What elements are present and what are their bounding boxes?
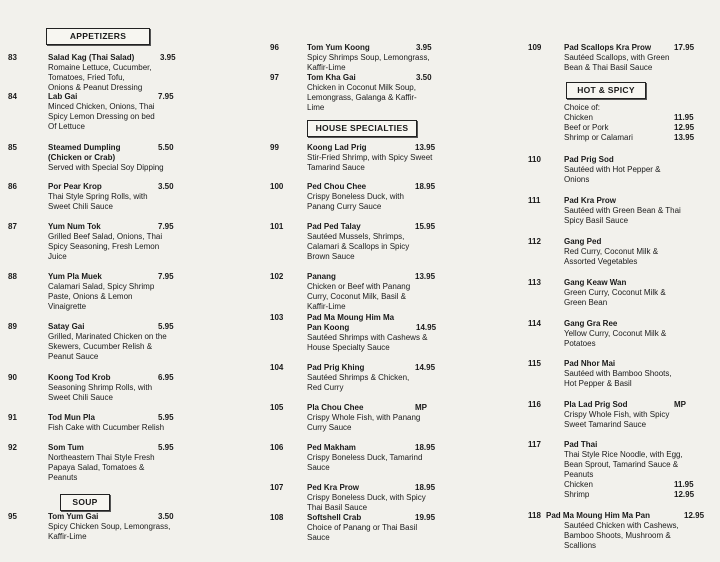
choice-label: Choice of: xyxy=(564,103,601,112)
item-desc: Stir-Fried Shrimp, with Spicy Sweet Tamarind Sauce xyxy=(307,153,433,172)
item-price: 7.95 xyxy=(158,222,174,231)
item-name: Pla Lad Prig Sod xyxy=(564,400,628,409)
item-name: Yum Num Tok xyxy=(48,222,101,231)
item-desc: Minced Chicken, Onions, Thai Spicy Lemon Dressing on bed Of Lettuce xyxy=(48,102,155,131)
item-name: Por Pear Krop xyxy=(48,182,102,191)
item-name: Pad Nhor Mai xyxy=(564,359,616,368)
item-price: 7.95 xyxy=(158,92,174,101)
item-desc: Yellow Curry, Coconut Milk & Potatoes xyxy=(564,329,667,348)
item-name: Koong Tod Krob xyxy=(48,373,111,382)
item-desc: Spicy Chicken Soup, Lemongrass, Kaffir-Lime xyxy=(48,522,171,541)
item-desc: Green Curry, Coconut Milk & Green Bean xyxy=(564,288,666,307)
item-desc: Served with Special Soy Dipping xyxy=(48,163,164,172)
choice-row: Chicken 11.95 xyxy=(564,113,694,122)
item-name: Pad Prig Khing xyxy=(307,363,365,372)
item-price: 6.95 xyxy=(158,373,174,382)
appetizers-header: APPETIZERS xyxy=(46,28,150,45)
item-name: Gang Keaw Wan xyxy=(564,278,627,287)
item-name: Softshell Crab xyxy=(307,513,362,522)
item-desc: Red Curry, Coconut Milk & Assorted Vegetables xyxy=(564,247,659,266)
item-name: Pad Prig Sod xyxy=(564,155,614,164)
item-price: 5.95 xyxy=(158,322,174,331)
choice-row: Shrimp 12.95 xyxy=(564,490,695,499)
item-desc: Crispy Whole Fish, with Spicy Sweet Tamarind Sauce xyxy=(564,410,670,429)
item-price: 3.95 xyxy=(160,53,176,62)
item-price: 19.95 xyxy=(415,513,436,522)
item-name: Tom Yum Koong xyxy=(307,43,370,52)
item-price: MP xyxy=(674,400,686,409)
item-name: Salad Kag (Thai Salad) xyxy=(48,53,135,62)
soup-header: SOUP xyxy=(60,494,110,511)
item-price: 3.50 xyxy=(416,73,432,82)
item-name: Satay Gai xyxy=(48,322,85,331)
item-desc: Chicken or Beef with Panang Curry, Coconut Milk, Basil & Kaffir-Lime xyxy=(307,282,411,311)
hot-spicy-header: HOT & SPICY xyxy=(566,82,646,99)
item-price: 17.95 xyxy=(674,43,695,52)
item-price: 14.95 xyxy=(415,363,436,372)
item-desc: Thai Style Rice Noodle, with Egg, Bean Sprout, Tamarind Sauce & Peanuts xyxy=(564,450,683,479)
item-desc: Grilled Beef Salad, Onions, Thai Spicy Seasoning, Fresh Lemon Juice xyxy=(48,232,163,261)
item-name: Yum Pla Muek xyxy=(48,272,102,281)
item-desc: Crispy Boneless Duck, with Panang Curry Sauce xyxy=(307,192,404,211)
item-price: 18.95 xyxy=(415,443,436,452)
item-name: Pad Ped Talay xyxy=(307,222,361,231)
item-desc: Sautéed Scallops, with Green Bean & Thai Basil Sauce xyxy=(564,53,670,72)
item-desc: Sautéed Shrimps with Cashews & House Specialty Sauce xyxy=(307,333,428,352)
menu-page: APPETIZERS 83 Salad Kag (Thai Salad) 3.95 Romaine Lettuce, Cucumber, Tomatoes, Fried Tofu, Onions & Peanut Dressing 84 Lab Gai 7.95 Minced Chicken, Onions, Thai Spicy Lemon Dressing on bed Of Lettuce 85 Steamed Dumpling (Chicken or Crab) 5.50 Served with Special Soy Dipping 86 Por Pear Krop 3.50 Thai Style Spring Rolls, with Sweet Chili Sauce 87 Yum Num Tok 7.95 Grilled Beef Salad, Onions, Thai Spicy Seasoning, Fresh Lemon Juice 88 Yum Pla Muek 7.95 Calamari Salad, Spicy Shrimp Paste, Onions & Lemon Vinaigrette 89 Satay Gai 5.95 Grilled, Marinated Chicken on the Skewers, Cucumber Relish & Peanut Sauce 90 Koong Tod Krob 6.95 Seasoning Shrimp Rolls, with Sweet Chili Sauce 91 Tod Mun Pla 5.95 Fish Cake with Cucumber Relish 92 Som Tum 5.95 Northeastern Thai Style Fresh Papaya Salad, Tomatoes & Peanuts SOUP 95 Tom Yum Gai 3.50 Spicy Chicken Soup, Lemongrass, Kaffir-Lime 96 Tom Yum Koong 3.95 Spicy Shrimps Soup, Lemongrass, Kaffir-Lime 97 Tom Kha Gai 3.50 Chicken in Coconut Milk Soup, Lemongrass, Galanga & Kaffir- Lime HOUSE SPECIALTIES 99 Koong Lad Prig 13.95 Stir-Fried Shrimp, with Spicy Sweet Tamarind Sauce 100 Ped Chou Chee 18.95 Crispy Boneless Duck, with Panang Curry Sauce 101 Pad Ped Talay 15.95 Sautéed Mussels, Shrimps, Calamari & Scallops in Spicy Brown Sauce 102 Panang 13.95 Chicken or Beef with Panang Curry, Coconut Milk, Basil & Kaffir-Lime 103 Pad Ma Moung Him Ma Pan Koong 14.95 Sautéed Shrimps with Cashews & House Specialty Sauce 104 Pad Prig Khing 14.95 Sautéed Shrimps & Chicken, Red Curry 105 Pla Chou Chee MP Crispy Whole Fish, with Panang Curry Sauce 106 Ped Makham 18.95 Crispy Boneless Duck, Tamarind Sauce 107 Ped Kra Prow 18.95 Crispy Boneless Duck, with Spicy Thai Basil Sauce 108 Softshell Crab 19.95 Choice of Panang or Thai Basil Sauce 109 Pad Scallops Kra Prow 17.95 Sautéed Scallops, with Green Bean & Thai Basil Sauce HOT & SPICY Choice of: Chicken 11.95 Beef or Pork 12.95 Shrimp or Calamari 13.95 110 Pad Prig Sod Sautéed with Hot Pepper & Onions 111 Pad Kra Prow Sautéed with Green Bean & Thai Spicy Basil Sauce 112 Gang Ped Red Curry, Coconut Milk & Assorted Vegetables 113 Gang Keaw Wan Green Curry, Coconut Milk & Green Bean 114 Gang Gra Ree Yellow Curry, Coconut Milk & Potatoes 115 Pad Nhor Mai Sautéed with Bamboo Shoots, Hot Pepper & Basil 116 Pla Lad Prig Sod MP Crispy Whole Fish, with Spicy Sweet Tamarind Sauce 117 Pad Thai Thai Style Rice Noodle, with Egg, Bean Sprout, Tamarind Sauce & Peanuts Chicken 11.95 Shrimp 12.95 118 Pad Ma Moung Him Ma Pan 12.95 Sautéed Chicken with Cashews, Bamboo Shoots, Mushroom & Scallions xyxy=(0,0,720,562)
item-price: 5.95 xyxy=(158,413,174,422)
choice-row: Chicken 11.95 xyxy=(564,480,694,489)
hot-choice-block xyxy=(564,103,714,143)
item-name: Pad Scallops Kra Prow xyxy=(564,43,652,52)
item-name: Pla Chou Chee xyxy=(307,403,364,412)
item-name: Tod Mun Pla xyxy=(48,413,95,422)
item-desc: Sautéed with Green Bean & Thai Spicy Basil Sauce xyxy=(564,206,681,225)
item-desc: Seasoning Shrimp Rolls, with Sweet Chili Sauce xyxy=(48,383,153,402)
item-price: 3.95 xyxy=(416,43,432,52)
item-desc: Romaine Lettuce, Cucumber, Tomatoes, Fried Tofu, Onions & Peanut Dressing xyxy=(48,63,152,92)
item-desc: Fish Cake with Cucumber Relish xyxy=(48,423,165,432)
item-desc: Calamari Salad, Spicy Shrimp Paste, Onions & Lemon Vinaigrette xyxy=(48,282,155,311)
item-price: 15.95 xyxy=(415,222,436,231)
item-name: Pad Thai xyxy=(564,440,598,449)
item-name: Ped Kra Prow xyxy=(307,483,360,492)
item-desc: Crispy Boneless Duck, with Spicy Thai Basil Sauce xyxy=(307,493,426,512)
item-name: Gang Gra Ree xyxy=(564,319,618,328)
item-desc: Grilled, Marinated Chicken on the Skewers, Cucumber Relish & Peanut Sauce xyxy=(48,332,167,361)
item-desc: Sautéed with Bamboo Shoots, Hot Pepper & Basil xyxy=(564,369,672,388)
item-desc: Sautéed with Hot Pepper & Onions xyxy=(564,165,661,184)
item-price: 3.50 xyxy=(158,182,174,191)
item-desc: Northeastern Thai Style Fresh Papaya Salad, Tomatoes & Peanuts xyxy=(48,453,155,482)
item-name: Pad Ma Moung Him Ma Pan xyxy=(546,511,651,520)
house-specialties-header: HOUSE SPECIALTIES xyxy=(307,120,417,137)
item-name: Ped Chou Chee xyxy=(307,182,367,191)
item-price: MP xyxy=(415,403,427,412)
choice-row: Shrimp or Calamari 13.95 xyxy=(564,133,695,142)
item-name: Pad Ma Moung Him Ma Pan Koong xyxy=(307,313,395,332)
item-name: Lab Gai xyxy=(48,92,78,101)
item-price: 12.95 xyxy=(684,511,705,520)
item-price: 13.95 xyxy=(415,272,436,281)
item-desc: Chicken in Coconut Milk Soup, Lemongrass, Galanga & Kaffir- Lime xyxy=(307,83,417,112)
item-desc: Thai Style Spring Rolls, with Sweet Chili Sauce xyxy=(48,192,148,211)
item-desc: Spicy Shrimps Soup, Lemongrass, Kaffir-Lime xyxy=(307,53,430,72)
item-name: Ped Makham xyxy=(307,443,356,452)
choice-row: Beef or Pork 12.95 xyxy=(564,123,695,132)
item-price: 13.95 xyxy=(415,143,436,152)
item-price: 18.95 xyxy=(415,483,436,492)
item-name: Pad Kra Prow xyxy=(564,196,617,205)
item-name: Som Tum xyxy=(48,443,84,452)
item-name: Tom Kha Gai xyxy=(307,73,356,82)
item-desc: Sautéed Shrimps & Chicken, Red Curry xyxy=(307,373,410,392)
item-desc: Choice of Panang or Thai Basil Sauce xyxy=(307,523,418,542)
item-price: 5.95 xyxy=(158,443,174,452)
item-name: Panang xyxy=(307,272,336,281)
item-desc: Sautéed Chicken with Cashews, Bamboo Shoots, Mushroom & Scallions xyxy=(564,521,679,550)
item-desc: Crispy Whole Fish, with Panang Curry Sauce xyxy=(307,413,421,432)
item-name: Koong Lad Prig xyxy=(307,143,367,152)
item-price: 14.95 xyxy=(416,323,437,332)
item-desc: Sautéed Mussels, Shrimps, Calamari & Scallops in Spicy Brown Sauce xyxy=(307,232,410,261)
item-price: 18.95 xyxy=(415,182,436,191)
pad-thai-options xyxy=(564,480,714,500)
item-name: Gang Ped xyxy=(564,237,602,246)
item-price: 3.50 xyxy=(158,512,174,521)
item-name: Tom Yum Gai xyxy=(48,512,99,521)
item-name: Steamed Dumpling (Chicken or Crab) xyxy=(48,143,121,162)
item-price: 5.50 xyxy=(158,143,174,152)
item-desc: Crispy Boneless Duck, Tamarind Sauce xyxy=(307,453,423,472)
item-price: 7.95 xyxy=(158,272,174,281)
